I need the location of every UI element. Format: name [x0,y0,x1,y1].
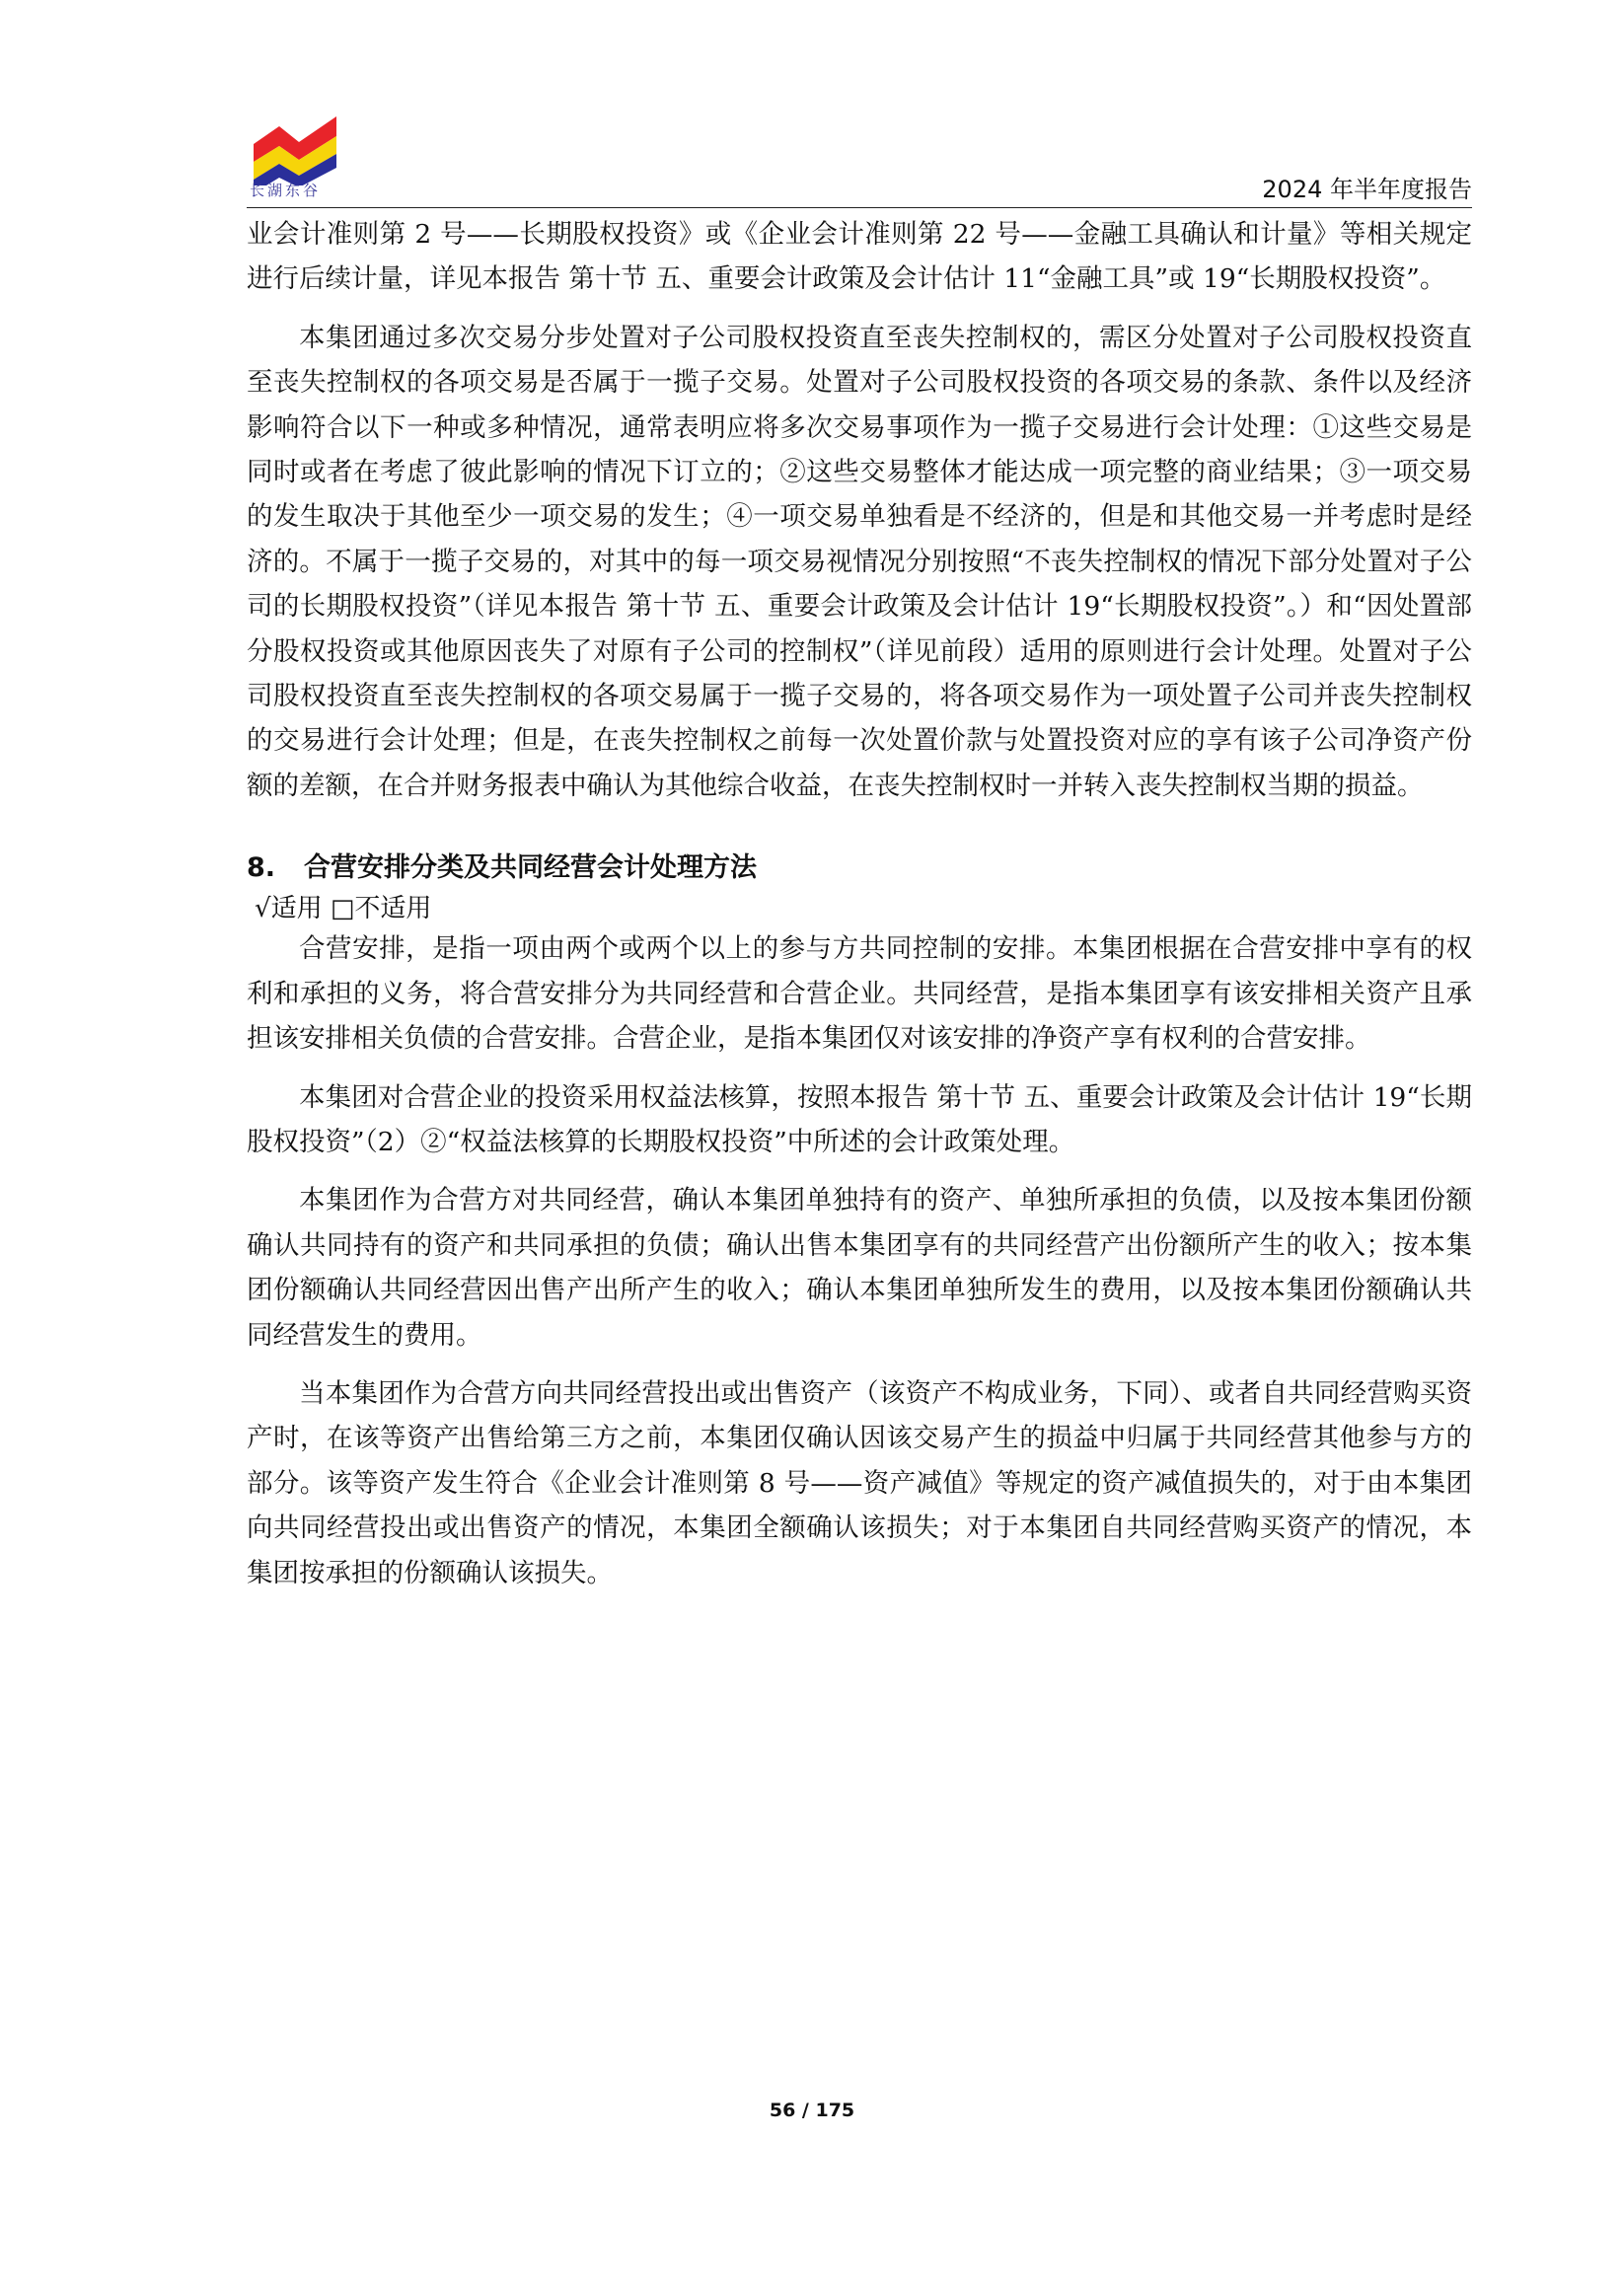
applicability-checkbox-line: √适用 □不适用 [255,894,432,924]
paragraph: 合营安排，是指一项由两个或两个以上的参与方共同控制的安排。本集团根据在合营安排中享有的权利和承担的义务，将合营安排分为共同经营和合营企业。共同经营，是指本集团享有该安排相关资产且承担该安排相关负债的合营安排。合营企业，是指本集团仅对该安排的净资产享有权利的合营安排。 [247,933,1472,1055]
paragraph: 业会计准则第 2 号——长期股权投资》或《企业会计准则第 22 号——金融工具确认和计量》等相关规定进行后续计量，详见本报告 第十节 五、重要会计政策及会计估计 11“金融工具”或 19“长期股权投资”。 [247,219,1472,295]
paragraph: 本集团对合营企业的投资采用权益法核算，按照本报告 第十节 五、重要会计政策及会计估计 19“长期股权投资”（2）②“权益法核算的长期股权投资”中所述的会计政策处理。 [247,1081,1472,1157]
section-title: 合营安排分类及共同经营会计处理方法 [304,852,757,884]
paragraph: 本集团通过多次交易分步处置对子公司股权投资直至丧失控制权的，需区分处置对子公司股权投资直至丧失控制权的各项交易是否属于一揽子交易。处置对子公司股权投资的各项交易的条款、条件以及经济影响符合以下一种或多种情况，通常表明应将多次交易事项作为一揽子交易进行会计处理：①这些交易是同时或者在考虑了彼此影响的情况下订立的；②这些交易整体才能达成一项完整的商业结果；③一项交易的发生取决于其他至少一项交易的发生；④一项交易单独看是不经济的，但是和其他交易一并考虑时是经济的。不属于一揽子交易的，对其中的每一项交易视情况分别按照“不丧失控制权的情况下部分处置对子公司的长期股权投资”（详见本报告 第十节 五、重要会计政策及会计估计 19“长期股权投资”。）和“因处置部分股权投资或其他原因丧失了对原有子公司的控制权”（详见前段）适用的原则进行会计处理。处置对子公司股权投资直至丧失控制权的各项交易属于一揽子交易的，将各项交易作为一项处置子公司并丧失控制权的交易进行会计处理；但是，在丧失控制权之前每一次处置价款与处置投资对应的享有该子公司净资产份额的差额，在合并财务报表中确认为其他综合收益，在丧失控制权时一并转入丧失控制权当期的损益。 [247,322,1472,801]
paragraph: 当本集团作为合营方向共同经营投出或出售资产（该资产不构成业务，下同）、或者自共同经营购买资产时，在该等资产出售给第三方之前，本集团仅确认因该交易产生的损益中归属于共同经营其他参与方的部分。该等资产发生符合《企业会计准则第 8 号——资产减值》等规定的资产减值损失的，对于由本集团向共同经营投出或出售资产的情况，本集团全额确认该损失；对于本集团自共同经营购买资产的情况，本集团按承担的份额确认该损失。 [247,1377,1472,1588]
section-heading [247,846,1472,891]
paragraph: 本集团作为合营方对共同经营，确认本集团单独持有的资产、单独所承担的负债，以及按本集团份额确认共同持有的资产和共同承担的负债；确认出售本集团享有的共同经营产出份额所产生的收入；按本集团份额确认共同经营因出售产出所产生的收入；确认本集团单独所发生的费用，以及按本集团份额确认共同经营发生的费用。 [247,1185,1472,1351]
section-number: 8. [247,852,276,884]
report-title: 2024 年半年度报告 [1262,176,1472,203]
page-number: 56 / 175 [769,2100,855,2121]
document-body [247,207,1472,1609]
logo-text: 长湖东谷 [250,182,322,199]
